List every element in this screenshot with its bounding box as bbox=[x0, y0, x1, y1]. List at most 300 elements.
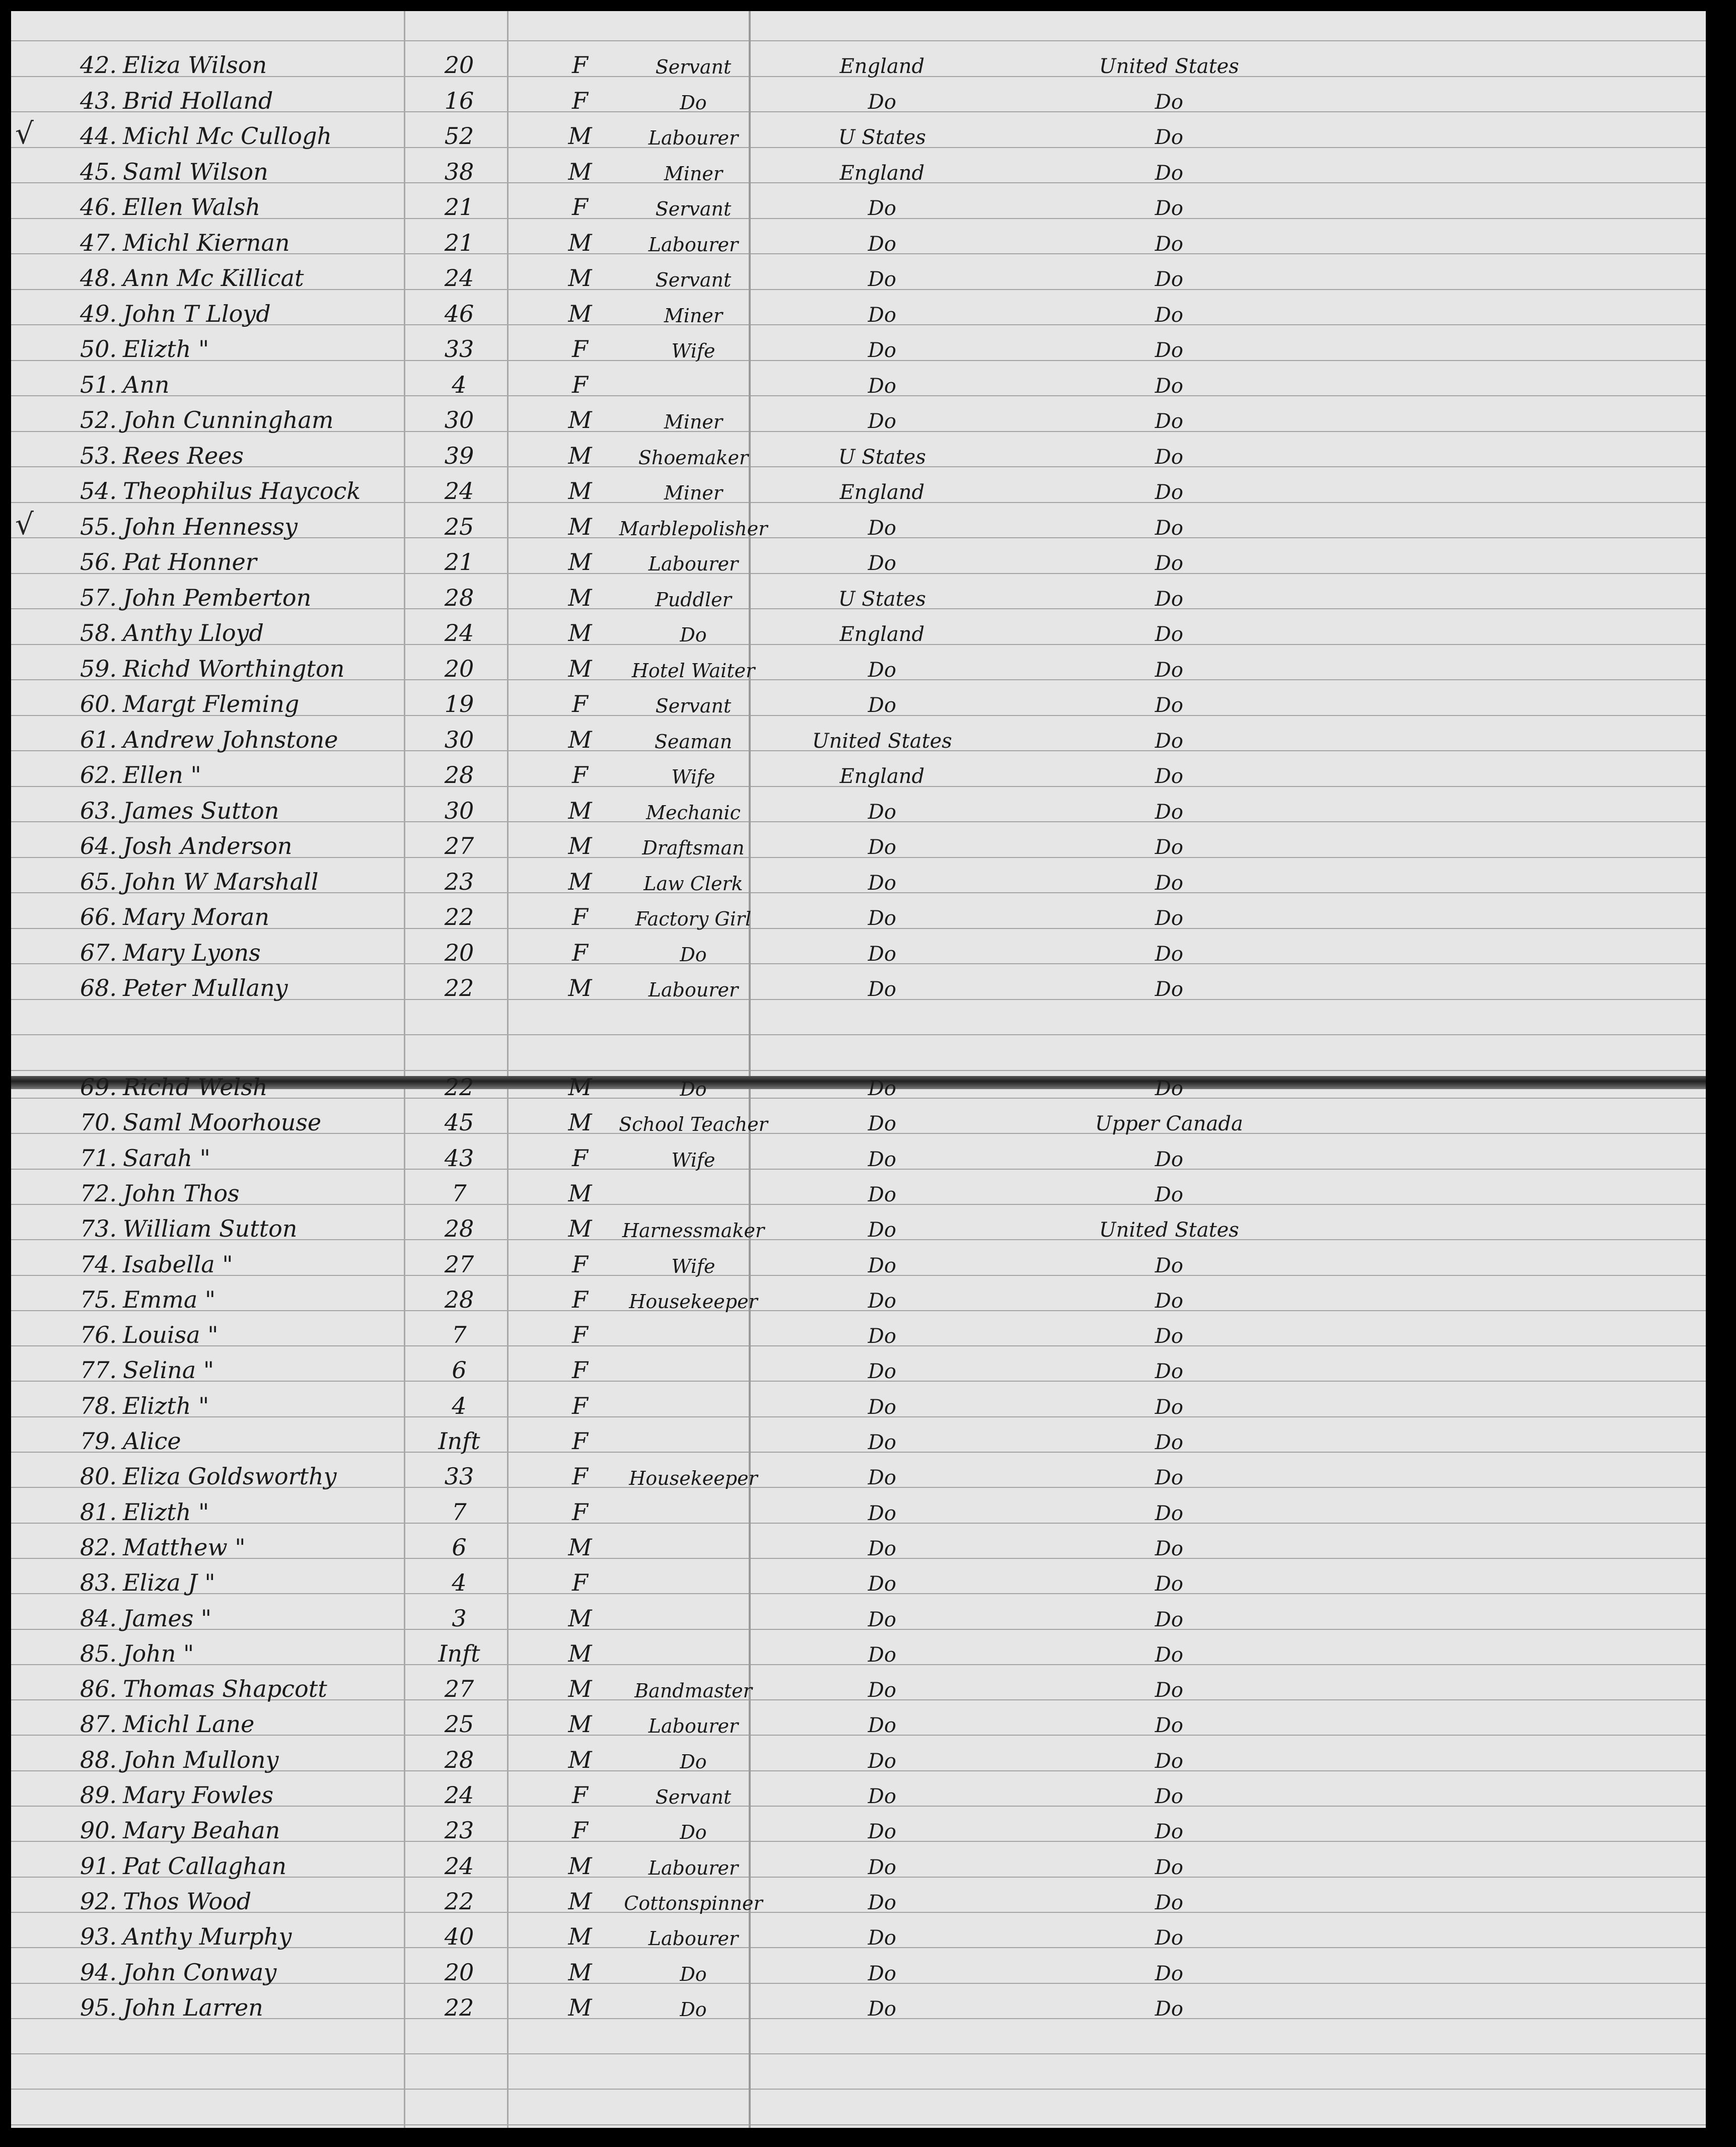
table-row bbox=[11, 1066, 1706, 1102]
destination-country: Do bbox=[1154, 1820, 1184, 1844]
passenger-age: 22 bbox=[444, 1887, 474, 1915]
passenger-age: Inft bbox=[438, 1639, 480, 1667]
native-country: Do bbox=[867, 694, 897, 717]
destination-country: Do bbox=[1154, 1572, 1184, 1596]
passenger-age: 22 bbox=[444, 903, 474, 931]
row-number: 76. bbox=[80, 1321, 117, 1349]
passenger-name: Louisa " bbox=[123, 1321, 219, 1349]
passenger-sex: F bbox=[572, 1285, 588, 1313]
table-row bbox=[11, 435, 1706, 470]
passenger-age: 28 bbox=[444, 1746, 474, 1773]
row-number: 75. bbox=[80, 1285, 117, 1313]
table-row bbox=[11, 1952, 1706, 1987]
passenger-name: Elizth " bbox=[123, 1498, 209, 1526]
passenger-age: 27 bbox=[444, 1675, 474, 1703]
table-row bbox=[11, 967, 1706, 1003]
destination-country: Do bbox=[1154, 1926, 1184, 1950]
passenger-name: Eliza Goldsworthy bbox=[123, 1463, 337, 1490]
passenger-age: 4 bbox=[452, 371, 467, 398]
table-row bbox=[11, 1208, 1706, 1243]
native-country: England bbox=[839, 55, 925, 78]
passenger-name: Anthy Murphy bbox=[123, 1923, 292, 1951]
table-row bbox=[11, 683, 1706, 719]
passenger-age: 27 bbox=[444, 1250, 474, 1278]
row-number: 77. bbox=[80, 1356, 117, 1384]
passenger-age: 24 bbox=[444, 1852, 474, 1880]
passenger-sex: M bbox=[568, 548, 592, 576]
row-number: 89. bbox=[80, 1781, 117, 1809]
table-row bbox=[11, 577, 1706, 612]
row-number: 83. bbox=[80, 1569, 117, 1597]
passenger-sex: M bbox=[568, 797, 592, 824]
passenger-occupation: Miner bbox=[664, 304, 723, 327]
passenger-sex: M bbox=[568, 832, 592, 860]
passenger-name: Rees Rees bbox=[123, 442, 244, 469]
native-country: Do bbox=[867, 1219, 897, 1242]
passenger-sex: F bbox=[572, 87, 588, 114]
passenger-name: Pat Callaghan bbox=[123, 1852, 287, 1880]
destination-country: Do bbox=[1154, 1501, 1184, 1525]
row-number: 60. bbox=[80, 690, 117, 718]
row-number: 57. bbox=[80, 584, 117, 611]
destination-country: Do bbox=[1154, 658, 1184, 682]
table-row bbox=[11, 506, 1706, 541]
destination-country: Do bbox=[1154, 374, 1184, 398]
passenger-occupation: Servant bbox=[655, 198, 732, 220]
destination-country: Do bbox=[1154, 800, 1184, 824]
native-country: Do bbox=[867, 1466, 897, 1490]
passenger-occupation: Servant bbox=[655, 56, 732, 78]
destination-country: Do bbox=[1154, 410, 1184, 433]
ruled-line bbox=[11, 40, 1706, 41]
row-number: 61. bbox=[80, 726, 117, 753]
passenger-occupation: Miner bbox=[664, 411, 723, 433]
passenger-age: 7 bbox=[452, 1321, 467, 1349]
table-row bbox=[11, 648, 1706, 683]
native-country: Do bbox=[867, 1395, 897, 1419]
passenger-sex: M bbox=[568, 1533, 592, 1561]
destination-country: Do bbox=[1154, 1395, 1184, 1419]
destination-country: United States bbox=[1099, 1219, 1239, 1242]
passenger-occupation: Servant bbox=[655, 269, 732, 291]
table-row bbox=[11, 612, 1706, 648]
table-row bbox=[11, 1385, 1706, 1420]
passenger-occupation: Wife bbox=[671, 1149, 715, 1171]
row-number: 78. bbox=[80, 1392, 117, 1419]
destination-country: Do bbox=[1154, 1466, 1184, 1490]
row-number: 50. bbox=[80, 335, 117, 363]
passenger-occupation: Marblepolisher bbox=[619, 517, 768, 540]
table-row bbox=[11, 1173, 1706, 1208]
passenger-sex: F bbox=[572, 371, 588, 398]
passenger-age: 46 bbox=[444, 300, 474, 327]
native-country: Do bbox=[867, 303, 897, 327]
row-number: 85. bbox=[80, 1639, 117, 1667]
destination-country: Do bbox=[1154, 481, 1184, 504]
row-number: 93. bbox=[80, 1923, 117, 1951]
table-row bbox=[11, 1916, 1706, 1951]
ruled-line bbox=[11, 2124, 1706, 2125]
passenger-age: 28 bbox=[444, 1215, 474, 1243]
passenger-occupation: Servant bbox=[655, 1786, 732, 1808]
row-number: 84. bbox=[80, 1604, 117, 1632]
passenger-sex: M bbox=[568, 300, 592, 327]
passenger-age: 7 bbox=[452, 1179, 467, 1207]
passenger-sex: F bbox=[572, 1427, 588, 1455]
passenger-name: Pat Honner bbox=[123, 548, 257, 576]
row-number: 66. bbox=[80, 903, 117, 931]
destination-country: Upper Canada bbox=[1095, 1112, 1243, 1136]
native-country: United States bbox=[812, 729, 952, 753]
passenger-age: 38 bbox=[444, 158, 474, 185]
native-country: Do bbox=[867, 374, 897, 398]
passenger-name: Mary Beahan bbox=[123, 1817, 280, 1844]
passenger-sex: M bbox=[568, 1887, 592, 1915]
passenger-occupation: Harnessmaker bbox=[622, 1220, 765, 1242]
passenger-occupation: Bandmaster bbox=[634, 1680, 752, 1702]
passenger-sex: F bbox=[572, 1781, 588, 1809]
passenger-age: Inft bbox=[438, 1427, 480, 1455]
native-country: England bbox=[839, 481, 925, 504]
row-number: 49. bbox=[80, 300, 117, 327]
passenger-age: 24 bbox=[444, 1781, 474, 1809]
row-number: 88. bbox=[80, 1746, 117, 1773]
passenger-sex: M bbox=[568, 1639, 592, 1667]
table-row bbox=[11, 932, 1706, 967]
passenger-name: Josh Anderson bbox=[123, 832, 293, 860]
passenger-name: Emma " bbox=[123, 1285, 216, 1313]
destination-country: Do bbox=[1154, 871, 1184, 895]
check-mark: √ bbox=[15, 507, 34, 541]
passenger-occupation: Law Clerk bbox=[643, 872, 743, 895]
passenger-age: 25 bbox=[444, 1710, 474, 1738]
row-number: 68. bbox=[80, 974, 117, 1001]
row-number: 92. bbox=[80, 1887, 117, 1915]
passenger-age: 52 bbox=[444, 122, 474, 150]
table-row bbox=[11, 328, 1706, 364]
passenger-name: Ellen " bbox=[123, 761, 201, 789]
native-country: Do bbox=[867, 1608, 897, 1631]
passenger-occupation: Wife bbox=[671, 1255, 715, 1277]
destination-country: Do bbox=[1154, 1891, 1184, 1914]
passenger-occupation: Housekeeper bbox=[629, 1467, 758, 1490]
table-row bbox=[11, 44, 1706, 80]
row-number: 64. bbox=[80, 832, 117, 860]
passenger-name: Eliza J " bbox=[123, 1569, 215, 1597]
passenger-age: 7 bbox=[452, 1498, 467, 1526]
passenger-occupation: Do bbox=[680, 1963, 707, 1985]
destination-country: Do bbox=[1154, 1254, 1184, 1277]
passenger-occupation: Puddler bbox=[655, 588, 732, 611]
row-number: 62. bbox=[80, 761, 117, 789]
passenger-occupation: Labourer bbox=[648, 1856, 739, 1879]
passenger-occupation: Labourer bbox=[648, 553, 739, 575]
table-row bbox=[11, 470, 1706, 506]
passenger-sex: M bbox=[568, 868, 592, 895]
row-number: 58. bbox=[80, 619, 117, 647]
table-row bbox=[11, 1137, 1706, 1173]
passenger-sex: F bbox=[572, 761, 588, 789]
row-number: 46. bbox=[80, 193, 117, 221]
passenger-age: 22 bbox=[444, 974, 474, 1001]
destination-country: Do bbox=[1154, 978, 1184, 1001]
native-country: England bbox=[839, 765, 925, 788]
passenger-name: James " bbox=[123, 1604, 212, 1632]
passenger-sex: F bbox=[572, 1817, 588, 1844]
passenger-occupation: Miner bbox=[664, 162, 723, 185]
table-row bbox=[11, 1810, 1706, 1845]
table-row bbox=[11, 80, 1706, 115]
destination-country: Do bbox=[1154, 729, 1184, 753]
destination-country: Do bbox=[1154, 339, 1184, 362]
table-row bbox=[11, 364, 1706, 399]
destination-country: Do bbox=[1154, 1749, 1184, 1773]
destination-country: Do bbox=[1154, 1289, 1184, 1313]
passenger-sex: M bbox=[568, 264, 592, 292]
table-row bbox=[11, 1845, 1706, 1881]
native-country: U States bbox=[838, 445, 926, 469]
destination-country: Do bbox=[1154, 836, 1184, 859]
passenger-occupation: Seaman bbox=[654, 730, 733, 753]
passenger-occupation: Labourer bbox=[648, 1715, 739, 1738]
destination-country: Do bbox=[1154, 1785, 1184, 1808]
passenger-name: Matthew " bbox=[123, 1533, 246, 1561]
row-number: 56. bbox=[80, 548, 117, 576]
table-row bbox=[11, 1562, 1706, 1597]
passenger-sex: F bbox=[572, 1392, 588, 1419]
native-country: Do bbox=[867, 1749, 897, 1773]
passenger-age: 28 bbox=[444, 584, 474, 611]
table-row bbox=[11, 1314, 1706, 1349]
passenger-sex: F bbox=[572, 51, 588, 79]
passenger-name: Alice bbox=[123, 1427, 181, 1455]
passenger-age: 23 bbox=[444, 1817, 474, 1844]
row-number: 71. bbox=[80, 1144, 117, 1172]
passenger-occupation: Do bbox=[680, 1998, 707, 2021]
native-country: Do bbox=[867, 339, 897, 362]
row-number: 63. bbox=[80, 797, 117, 824]
native-country: Do bbox=[867, 800, 897, 824]
native-country: Do bbox=[867, 1962, 897, 1985]
passenger-sex: M bbox=[568, 1852, 592, 1880]
passenger-age: 4 bbox=[452, 1569, 467, 1597]
table-row bbox=[11, 825, 1706, 861]
passenger-name: Elizth " bbox=[123, 335, 209, 363]
passenger-sex: F bbox=[572, 335, 588, 363]
passenger-name: Anthy Lloyd bbox=[123, 619, 264, 647]
passenger-age: 39 bbox=[444, 442, 474, 469]
native-country: U States bbox=[838, 587, 926, 611]
passenger-occupation: Do bbox=[680, 943, 707, 966]
table-row bbox=[11, 1279, 1706, 1314]
passenger-name: Isabella " bbox=[123, 1250, 233, 1278]
native-country: Do bbox=[867, 1325, 897, 1348]
native-country: Do bbox=[867, 232, 897, 256]
destination-country: Do bbox=[1154, 1643, 1184, 1667]
passenger-sex: M bbox=[568, 619, 592, 647]
passenger-age: 28 bbox=[444, 761, 474, 789]
passenger-sex: F bbox=[572, 1321, 588, 1349]
passenger-sex: M bbox=[568, 1746, 592, 1773]
row-number: 74. bbox=[80, 1250, 117, 1278]
table-row bbox=[11, 1987, 1706, 2022]
table-row bbox=[11, 1527, 1706, 1562]
passenger-occupation: Hotel Waiter bbox=[631, 659, 755, 682]
passenger-sex: M bbox=[568, 1993, 592, 2021]
native-country: Do bbox=[867, 1997, 897, 2021]
table-row bbox=[11, 1774, 1706, 1810]
destination-country: Do bbox=[1154, 1360, 1184, 1384]
destination-country: Do bbox=[1154, 694, 1184, 717]
native-country: Do bbox=[867, 1820, 897, 1844]
row-number: 95. bbox=[80, 1993, 117, 2021]
destination-country: United States bbox=[1099, 55, 1239, 78]
table-row bbox=[11, 1703, 1706, 1739]
row-number: 79. bbox=[80, 1427, 117, 1455]
passenger-name: Michl Lane bbox=[123, 1710, 255, 1738]
passenger-name: Ann bbox=[123, 371, 170, 398]
passenger-age: 33 bbox=[444, 335, 474, 363]
row-number: 42. bbox=[80, 51, 117, 79]
table-row bbox=[11, 1420, 1706, 1456]
passenger-sex: M bbox=[568, 1923, 592, 1951]
row-number: 82. bbox=[80, 1533, 117, 1561]
table-row bbox=[11, 222, 1706, 257]
native-country: Do bbox=[867, 1431, 897, 1454]
native-country: Do bbox=[867, 1501, 897, 1525]
destination-country: Do bbox=[1154, 161, 1184, 185]
passenger-age: 24 bbox=[444, 264, 474, 292]
native-country: Do bbox=[867, 1254, 897, 1277]
native-country: England bbox=[839, 623, 925, 646]
passenger-name: John Mullony bbox=[123, 1746, 279, 1773]
passenger-sex: M bbox=[568, 406, 592, 434]
row-number: 91. bbox=[80, 1852, 117, 1880]
table-row bbox=[11, 115, 1706, 151]
passenger-occupation: Do bbox=[680, 1750, 707, 1773]
native-country: Do bbox=[867, 871, 897, 895]
ruled-line bbox=[11, 2053, 1706, 2054]
passenger-occupation: Labourer bbox=[648, 233, 739, 256]
passenger-age: 30 bbox=[444, 797, 474, 824]
passenger-occupation: Do bbox=[680, 1078, 707, 1100]
table-row bbox=[11, 151, 1706, 186]
passenger-occupation: Mechanic bbox=[646, 801, 741, 824]
passenger-sex: M bbox=[568, 229, 592, 256]
passenger-occupation: Do bbox=[680, 91, 707, 114]
passenger-age: 28 bbox=[444, 1285, 474, 1313]
table-row bbox=[11, 1881, 1706, 1916]
passenger-occupation: Do bbox=[680, 1821, 707, 1844]
destination-country: Do bbox=[1154, 1183, 1184, 1206]
passenger-name: Mary Lyons bbox=[123, 939, 261, 966]
table-row bbox=[11, 1739, 1706, 1774]
destination-country: Do bbox=[1154, 1148, 1184, 1171]
destination-country: Do bbox=[1154, 232, 1184, 256]
native-country: Do bbox=[867, 1537, 897, 1560]
passenger-age: 24 bbox=[444, 477, 474, 505]
passenger-name: Mary Moran bbox=[123, 903, 269, 931]
passenger-occupation: Labourer bbox=[648, 1927, 739, 1950]
passenger-sex: M bbox=[568, 1215, 592, 1243]
passenger-sex: M bbox=[568, 726, 592, 753]
destination-country: Do bbox=[1154, 1679, 1184, 1702]
destination-country: Do bbox=[1154, 552, 1184, 575]
passenger-age: 20 bbox=[444, 51, 474, 79]
passenger-age: 27 bbox=[444, 832, 474, 860]
table-row bbox=[11, 1491, 1706, 1527]
row-number: 80. bbox=[80, 1463, 117, 1490]
native-country: Do bbox=[867, 197, 897, 220]
native-country: Do bbox=[867, 1679, 897, 1702]
row-number: 44. bbox=[80, 122, 117, 150]
native-country: Do bbox=[867, 1360, 897, 1384]
passenger-age: 22 bbox=[444, 1074, 474, 1101]
native-country: Do bbox=[867, 836, 897, 859]
passenger-age: 20 bbox=[444, 655, 474, 682]
table-row bbox=[11, 1633, 1706, 1668]
passenger-name: Sarah " bbox=[123, 1144, 210, 1172]
passenger-name: John Conway bbox=[123, 1958, 277, 1986]
passenger-name: Margt Fleming bbox=[123, 690, 300, 718]
passenger-sex: F bbox=[572, 1498, 588, 1526]
destination-country: Do bbox=[1154, 1325, 1184, 1348]
passenger-sex: F bbox=[572, 193, 588, 221]
native-country: Do bbox=[867, 1643, 897, 1667]
passenger-name: Michl Mc Cullogh bbox=[123, 122, 332, 150]
row-number: 94. bbox=[80, 1958, 117, 1986]
passenger-age: 6 bbox=[452, 1533, 467, 1561]
table-row bbox=[11, 1244, 1706, 1279]
destination-country: Do bbox=[1154, 90, 1184, 114]
passenger-sex: M bbox=[568, 974, 592, 1001]
passenger-occupation: Draftsman bbox=[642, 837, 745, 859]
ruled-line bbox=[11, 2089, 1706, 2090]
passenger-sex: F bbox=[572, 1569, 588, 1597]
row-number: 69. bbox=[80, 1074, 117, 1101]
native-country: Do bbox=[867, 942, 897, 966]
destination-country: Do bbox=[1154, 942, 1184, 966]
passenger-age: 16 bbox=[444, 87, 474, 114]
passenger-age: 25 bbox=[444, 513, 474, 540]
ruled-line bbox=[11, 1034, 1706, 1035]
passenger-sex: M bbox=[568, 1179, 592, 1207]
passenger-name: James Sutton bbox=[123, 797, 279, 824]
passenger-sex: F bbox=[572, 939, 588, 966]
native-country: Do bbox=[867, 1785, 897, 1808]
passenger-name: William Sutton bbox=[123, 1215, 298, 1243]
table-row bbox=[11, 790, 1706, 825]
native-country: Do bbox=[867, 1148, 897, 1171]
destination-country: Do bbox=[1154, 445, 1184, 469]
table-row bbox=[11, 754, 1706, 790]
passenger-sex: M bbox=[568, 1604, 592, 1632]
passenger-age: 21 bbox=[444, 548, 474, 576]
passenger-occupation: Do bbox=[680, 624, 707, 646]
passenger-occupation: School Teacher bbox=[619, 1113, 768, 1136]
passenger-occupation: Miner bbox=[664, 482, 723, 504]
table-row bbox=[11, 399, 1706, 435]
passenger-name: John Thos bbox=[123, 1179, 240, 1207]
destination-country: Do bbox=[1154, 1608, 1184, 1631]
destination-country: Do bbox=[1154, 197, 1184, 220]
row-number: 43. bbox=[80, 87, 117, 114]
row-number: 70. bbox=[80, 1109, 117, 1136]
table-row bbox=[11, 861, 1706, 896]
row-number: 54. bbox=[80, 477, 117, 505]
table-row bbox=[11, 257, 1706, 293]
passenger-name: John " bbox=[123, 1639, 194, 1667]
